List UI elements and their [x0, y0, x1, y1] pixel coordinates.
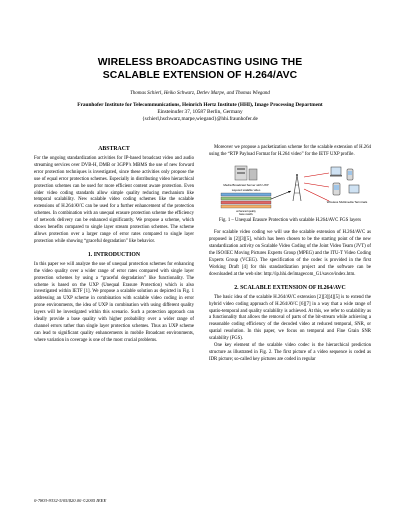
title-line-2: SCALABLE EXTENSION OF H.264/AVC	[102, 70, 298, 81]
layer-caption-2: enhanced quality	[236, 209, 256, 213]
svc-paragraph: For scalable video coding we will use the scalable extension of H.264/AVC as proposed in [2][3][5], which has been chosen to be the starting point of the new standardization activity on Scalable Video Coding of the Joint Video Team (JVT) of the ISO/IEC Moving Pictures Experts Group (MPEG) and the ITU-T Video Coding Experts Group (VCEG). The specification of the codec is provided in the first Working Draft [4] for this standardization project and the software can be downloaded at the web site: http://ip.hhi.de/imagecom_G1/savce/index.htm.	[209, 230, 371, 277]
section-2-paragraph-2: One key element of the scalable video codec is the hierarchical prediction structure as illustrated in Fig. 2. The first picture of a video sequence is coded as IDR picture; so-called key pictures are coded in regular	[209, 343, 371, 362]
server-icon	[235, 166, 257, 180]
introduction-heading: 1. INTRODUCTION	[87, 251, 141, 258]
broadcast-diagram	[209, 163, 371, 215]
affiliation-block	[40, 102, 360, 124]
institution-name: Fraunhofer Institute for Telecommunications, Heinrich Hertz Institute (HHI), Image Processing Department	[77, 102, 323, 108]
paper-title	[30, 56, 370, 82]
packetization-paragraph: Moreover we propose a packetization scheme for the scalable extension of H.264 using the “RTP Payload Format for H.264 video” for the IETF UXP profile.	[209, 145, 371, 157]
institution-address: Einsteinufer 37, 10587 Berlin, Germany	[157, 109, 243, 116]
right-column	[209, 145, 371, 364]
layer-caption-1: Layered scalable video	[231, 187, 261, 192]
abstract-heading: ABSTRACT	[98, 146, 130, 152]
section-2-heading: 2. SCALABLE EXTENSION OF H.264/AVC	[234, 284, 346, 291]
layer-caption-3: base quality	[239, 212, 253, 215]
receiver-label: Wireless Multimedia Terminals	[326, 199, 368, 204]
copyright-footer: 0-7803-9332-5/05/$20.00 ©2005 IEEE	[34, 498, 107, 503]
section-2-paragraph-1: The basic idea of the scalable H.264/AVC extension [2][3][4][5] is to extend the hybrid video coding approach of H.264/AVC [6][7] in a way that a wide range of spatio-temporal and quality scalability is achieved. At this, we refer to scalability as a functionality that allows the removal of parts of the bit-stream while achieving a reasonable coding efficiency of the decoded video at reduced temporal, SNR, or spatial resolution. In this paper, we focus on temporal and Fine Grain SNR scalability (FGS).	[209, 294, 371, 342]
left-column	[34, 145, 194, 345]
title-line-1: WIRELESS BROADCASTING USING THE	[97, 57, 303, 68]
author-emails: {schierl,hschwarz,marpe,wiegand}@hhi.fraunhofer.de	[142, 116, 258, 123]
server-label: Media Broadcast Server with UXP	[223, 182, 269, 187]
terminal-icons	[330, 167, 359, 195]
layer-bars	[221, 193, 271, 208]
broadcast-tower-icon	[293, 174, 301, 201]
introduction-text: In this paper we will analyze the use of unequal protection schemes for enhancing the video quality over a wider range of error rates compared with single layer protection schemes by using a “graceful degradation” like functionality. The scheme is based on the UXP (Unequal Erasure Protection) which is also investigated within IETF [1]. We propose a scalable solution as depicted in Fig. 1 addressing an UXP scheme in combination with scalable video coding in error prone environments, the idea of UXP in combination with using different quality layers will be investigated within this scenario. Such a protection approach can ideally provide a base quality with higher probability over a wider range of channel errors rather than single layer protection schemes. Thus an UXP scheme can lead to significant quality enhancements in mobile Broadcast environments, where variation in coverage is one of the most crucial problems.	[34, 261, 194, 343]
figure-1-caption: Fig. 1 – Unequal Erasure Protection with scalable H.264/AVC FGS layers	[219, 217, 361, 223]
abstract-text: For the ongoing standardization activities for IP-based broadcast video and audio streaming services over DVB-H, DMB or 3GPP’s MBMS the use of new forward error protection techniques is investigated, since these activities only propose the use of equal error protection schemes. Especially in distributing video hierarchical protection schemes can be used for more efficient content aware protection. Even older video coding standards allow simple quality reducing mechanism like temporal scalability. New scalable video coding schemes like the scalable extensions of H.264/AVC can be used for a further enhancement of the protection schemes. In combination with an unequal erasure protection scheme the efficiency of network delivery can be enhanced significantly. We propose a scheme, which shows benefits compared to single layer stream protection schemes. The scheme allows protection over a larger range of error rates compared to single layer protection while showing “graceful degradation” like behavior.	[34, 156, 194, 244]
figure-1	[209, 163, 371, 215]
author-list: Thomas Schierl, Heiko Schwarz, Detlev Marpe, and Thomas Wiegand	[130, 91, 270, 96]
